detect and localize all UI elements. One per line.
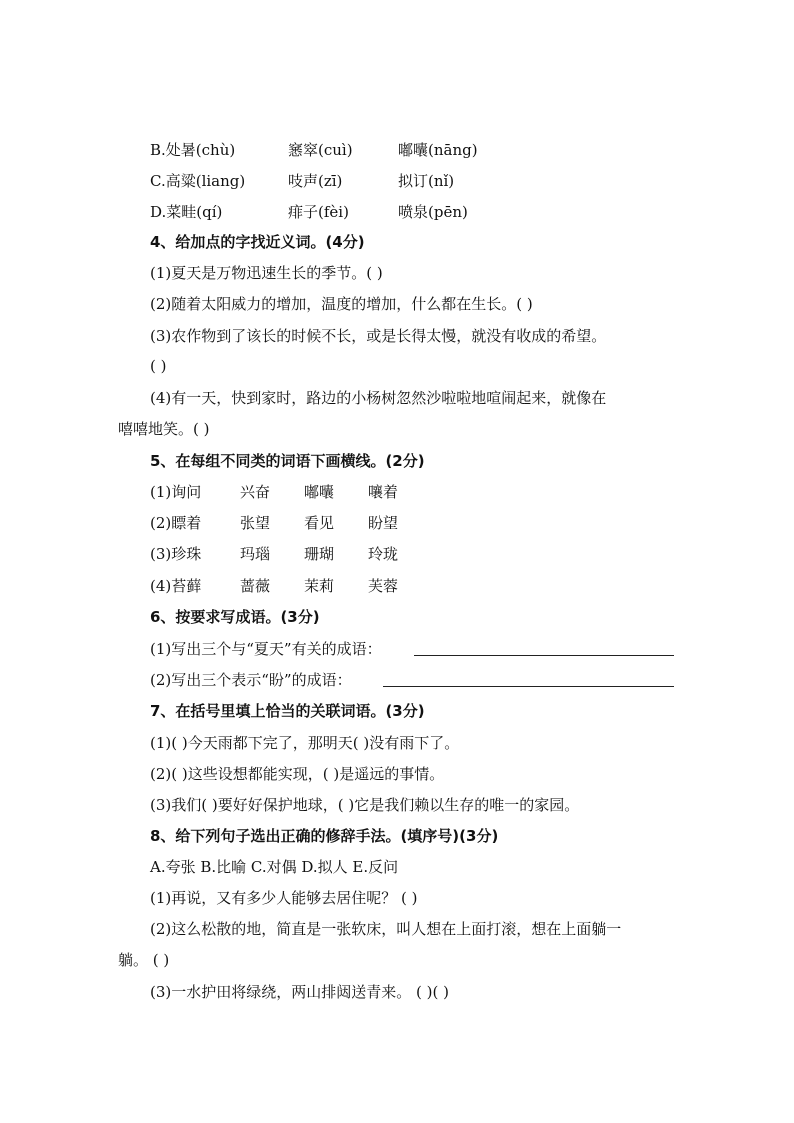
q6-answer-line-1[interactable] — [414, 655, 674, 656]
q7-title: 7、在括号里填上恰当的关联词语。(3分) — [150, 702, 425, 720]
q3-option-c-a: C.高粱(liang) — [150, 172, 246, 190]
q5-word: 张望 — [240, 514, 271, 532]
q6-title: 6、按要求写成语。(3分) — [150, 608, 320, 626]
q5-word: 玲珑 — [368, 545, 399, 563]
q4-item-4-cont: 嘻嘻地笑。( ) — [118, 420, 210, 438]
q8-title: 8、给下列句子选出正确的修辞手法。(填序号)(3分) — [150, 827, 499, 845]
q3-option-b-a: B.处暑(chù) — [150, 141, 236, 159]
q3-option-b-c: 嘟囔(nāng) — [398, 141, 478, 159]
q4-item-3-answer: ( ) — [150, 357, 167, 375]
q5-title: 5、在每组不同类的词语下画横线。(2分) — [150, 452, 425, 470]
q5-row-3 — [150, 544, 399, 564]
q8-options: A.夸张 B.比喻 C.对偶 D.拟人 E.反问 — [150, 858, 399, 876]
q5-row-2 — [150, 513, 399, 533]
q5-word: (2)瞟着 — [150, 514, 202, 532]
q7-item-2: (2)( )这些设想都能实现，( )是遥远的事情。 — [150, 765, 445, 783]
q5-row-4 — [150, 576, 399, 596]
q5-word: 兴奋 — [240, 483, 271, 501]
q3-option-c-b: 吱声(zī) — [288, 172, 343, 190]
q3-option-b-b: 窸窣(cuì) — [288, 141, 353, 159]
q6-item-2: (2)写出三个表示“盼”的成语： — [150, 671, 352, 689]
q5-word: 嘟囔 — [304, 483, 335, 501]
q5-word: (3)珍珠 — [150, 545, 202, 563]
q5-word: 珊瑚 — [304, 545, 335, 563]
q3-option-d-a: D.菜畦(qí) — [150, 203, 223, 221]
q3-option-d — [150, 202, 468, 222]
q6-item-1: (1)写出三个与“夏天”有关的成语： — [150, 640, 382, 658]
q7-item-1: (1)( )今天雨都下完了，那明天( )没有雨下了。 — [150, 734, 460, 752]
q5-row-1 — [150, 482, 399, 502]
q8-item-2-cont: 躺。 ( ) — [118, 951, 170, 969]
q5-word: 嚷着 — [368, 483, 399, 501]
q8-item-2: (2)这么松散的地，简直是一张软床，叫人想在上面打滚，想在上面躺一 — [150, 920, 622, 938]
q3-option-d-c: 喷泉(pēn) — [398, 203, 468, 221]
q5-word: 玛瑙 — [240, 545, 271, 563]
q5-word: 芙蓉 — [368, 577, 399, 595]
q5-word: 看见 — [304, 514, 335, 532]
q3-option-c — [150, 171, 455, 191]
q8-item-3: (3)一水护田将绿绕，两山排闼送青来。 ( )( ) — [150, 983, 449, 1001]
q5-word: 盼望 — [368, 514, 399, 532]
q5-word: (4)苔藓 — [150, 577, 202, 595]
q4-item-3: (3)农作物到了该长的时候不长，或是长得太慢，就没有收成的希望。 — [150, 327, 607, 345]
q5-word: (1)询问 — [150, 483, 202, 501]
q5-word: 蔷薇 — [240, 577, 271, 595]
q3-option-c-c: 拟订(nǐ) — [398, 172, 455, 190]
q4-title: 4、给加点的字找近义词。(4分) — [150, 233, 365, 251]
q4-item-4: (4)有一天，快到家时，路边的小杨树忽然沙啦啦地喧闹起来，就像在 — [150, 389, 607, 407]
q3-option-d-b: 痱子(fèi) — [288, 203, 349, 221]
q7-item-3: (3)我们( )要好好保护地球，( )它是我们赖以生存的唯一的家园。 — [150, 796, 580, 814]
q4-item-2: (2)随着太阳威力的增加，温度的增加，什么都在生长。( ) — [150, 295, 533, 313]
q8-item-1: (1)再说，又有多少人能够去居住呢？ ( ) — [150, 889, 418, 907]
q3-option-b — [150, 140, 478, 160]
q6-answer-line-2[interactable] — [383, 686, 674, 687]
q5-word: 茉莉 — [304, 577, 335, 595]
q4-item-1: (1)夏天是万物迅速生长的季节。( ) — [150, 264, 383, 282]
